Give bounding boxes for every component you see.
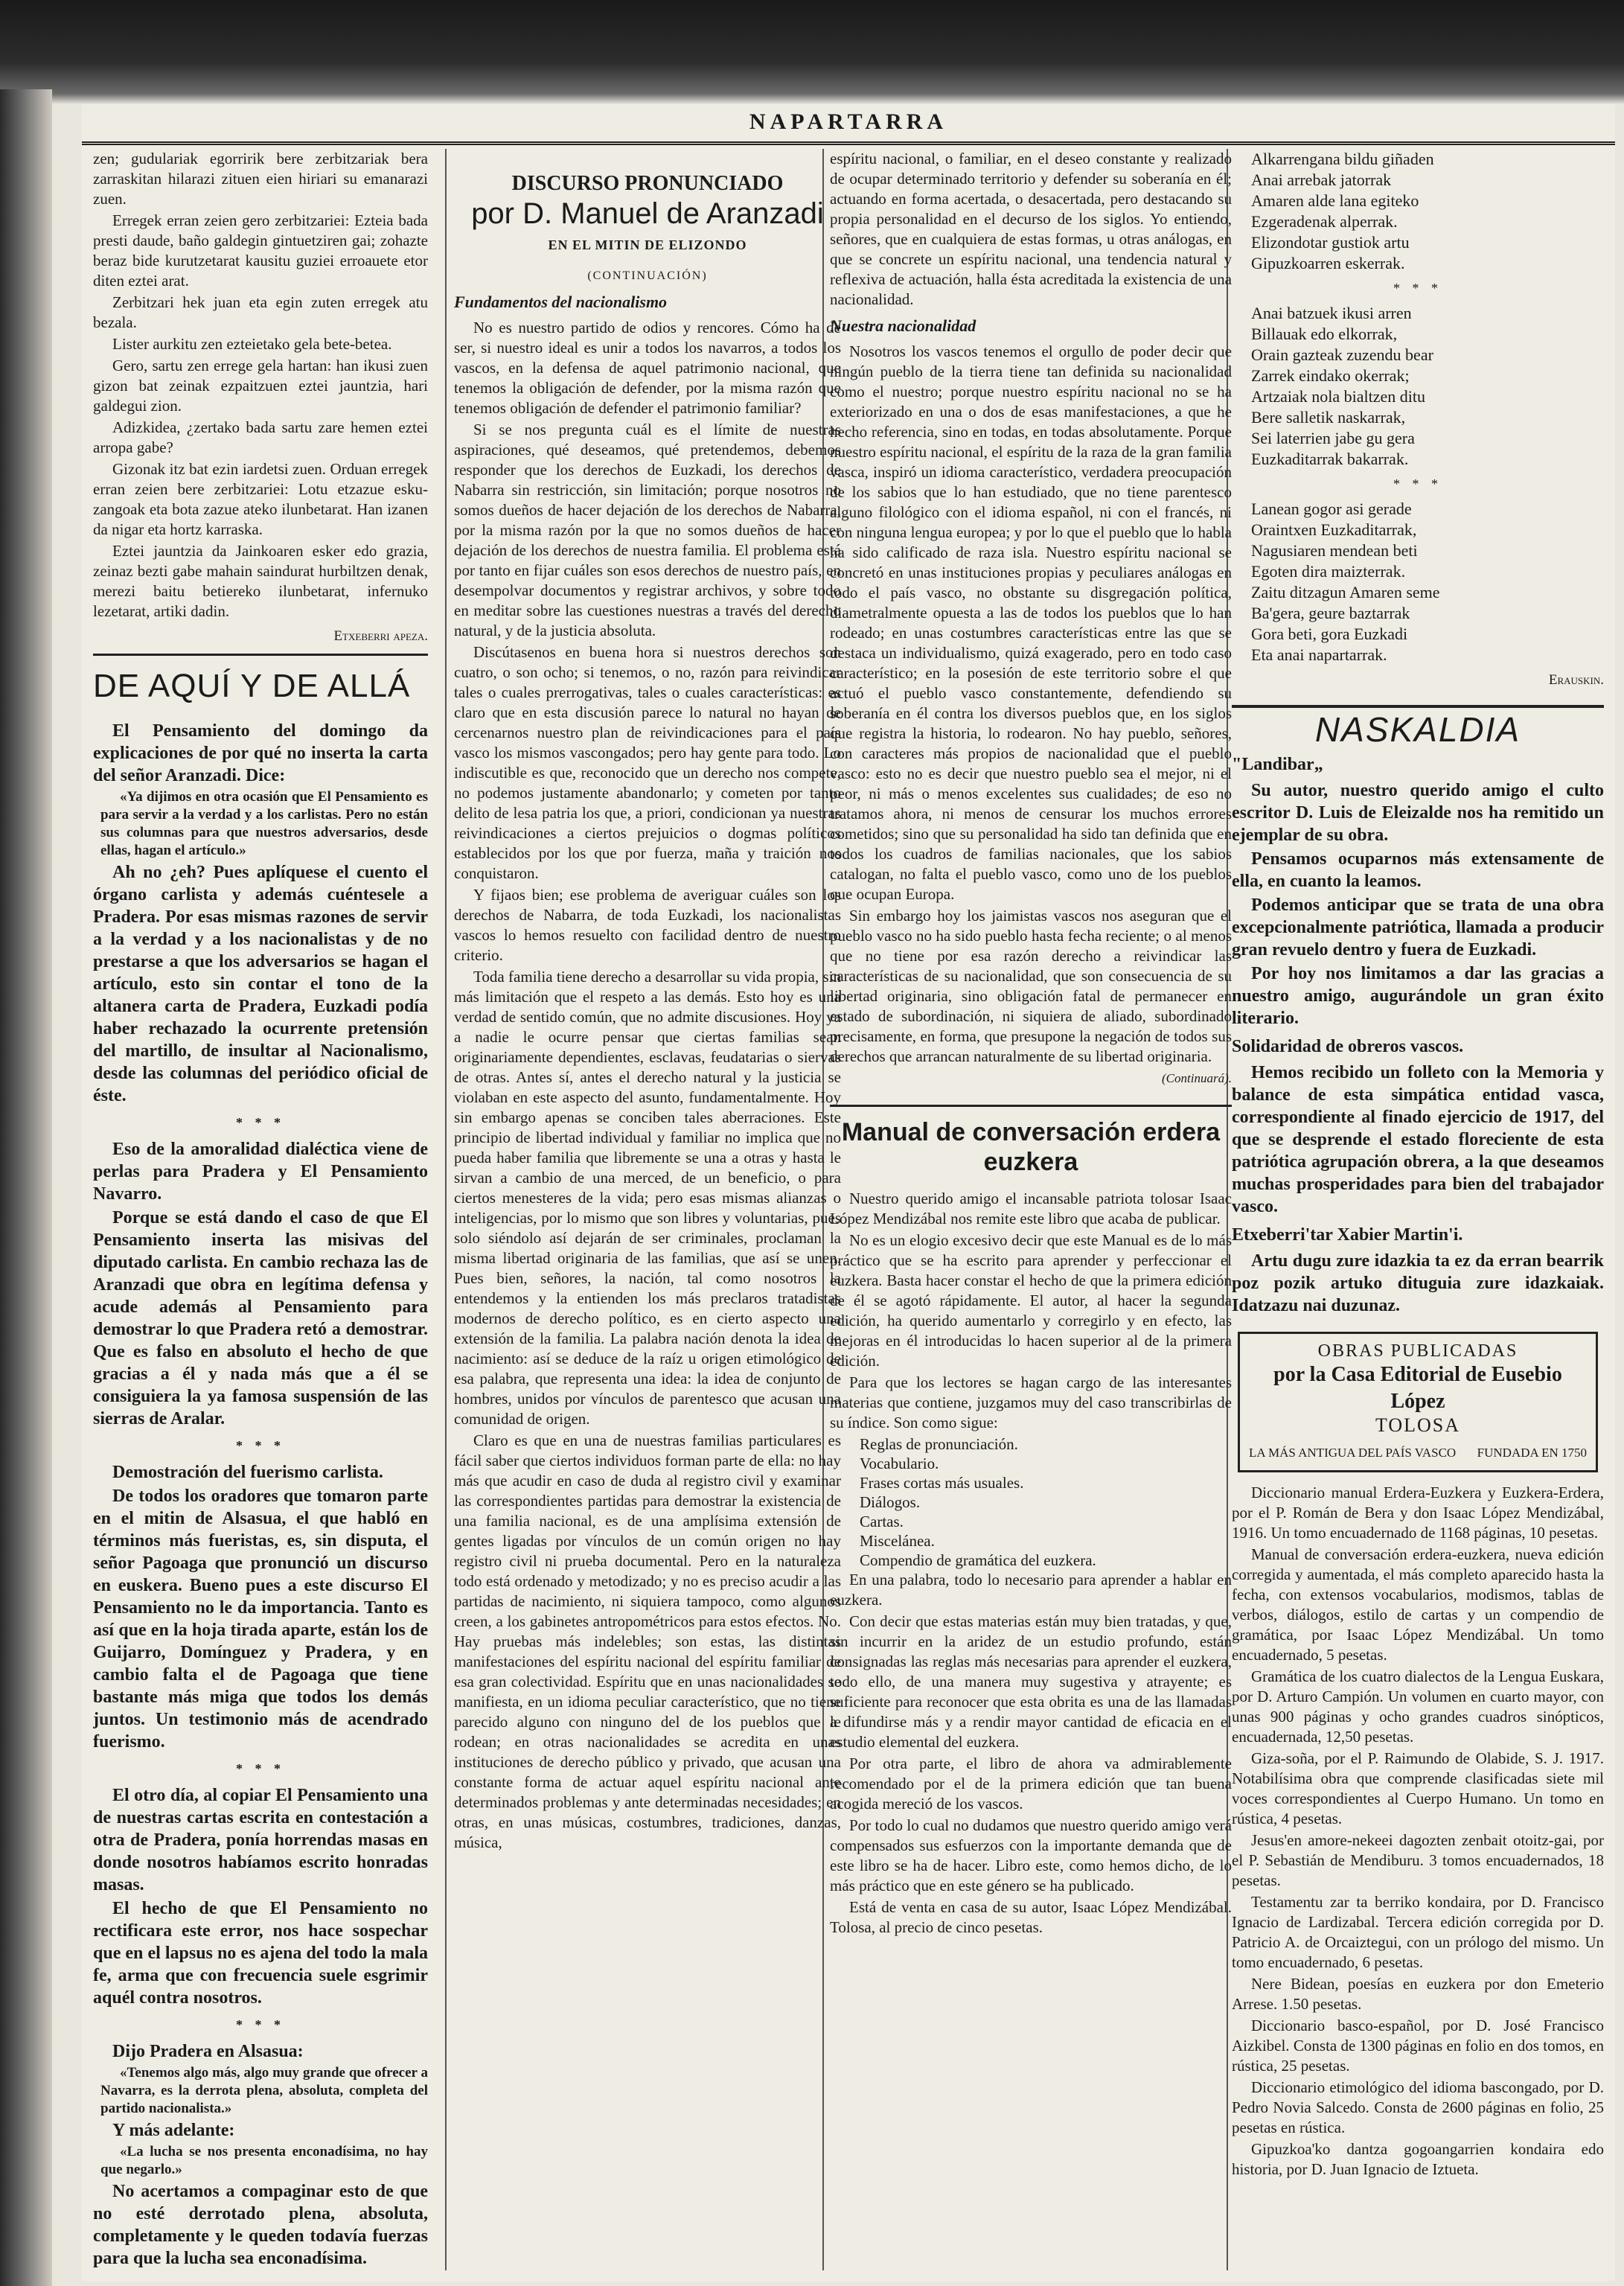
poem-stanza bbox=[1232, 303, 1604, 470]
advert-heading: OBRAS PUBLICADAS bbox=[1317, 1341, 1518, 1361]
paragraph: Zerbitzari hek juan eta egin zuten erregek atu bezala. bbox=[93, 293, 428, 331]
poem-line: Lanean gogor asi gerade bbox=[1251, 499, 1412, 518]
paragraph: Nuestro querido amigo el incansable patriota tolosar Isaac López Mendizábal nos remite este libro que acaba de publicar. bbox=[830, 1190, 1232, 1227]
section-title: DE AQUÍ Y DE ALLÁ bbox=[93, 668, 411, 704]
paragraph: Toda familia tiene derecho a desarrollar su vida propia, sin más limitación que el respeto a las demás. Esto hoy es una verdad de sentido común, que no admite discusiones. Hoy ya a nadie le ocurre pensar que ciertas familias sean originariamente dependientes, esclavas, feudatarias o siervas de otras. Antes sí, antes el derecho natural y la justicia se violaban en este aspecto del asunto, fundamentalmente. Hoy sin embargo apenas se conciben tales aberraciones. Este principio de libertad individual y familiar no implica que no pueda haber familia que libremente se una a otras y hasta le sirvan a cambio de una merced, de un beneficio, o para ciertos menesteres de la vida; pero esas mismas alianzas o inteligencias, por lo mismo que son libres y voluntarias, pues solo siéndolo así dejarán de ser criminales, proclaman la misma libertad originaria de las familias, que así se unen. Pues bien, señores, la nación, tal como nosotros la entendemos y la entienden los más preclaros tratadistas modernos de derecho político, es en cierto aspecto una extensión de la familia. La palabra nación denota la idea de nacimiento: así se deduce de la raíz u origen etimológico de esa palabra, que representa una idea: la idea de conjunto de hombres, unidos por vínculos de parentesco que acusan una comunidad de origen. bbox=[454, 968, 841, 1428]
book-listing: Manual de conversación erdera-euzkera, nueva edición corregida y aumentada, el más completo aparecido hasta la fecha, con extensos vocabularios, modismos, tablas de verbos, diálogos, estilo de cartas y un compendio de gramática, por Isaac López Mendizábal. Un tomo encuadernado, 5 pesetas. bbox=[1232, 1545, 1604, 1664]
paragraph: Por otra parte, el libro de ahora va admirablemente recomendado por el de la primera edición que tan buena acogida mereció de los vascos. bbox=[830, 1755, 1232, 1813]
paragraph: Para que los lectores se hagan cargo de las interesantes materias que contiene, juzgamos muy del caso transcribirlas de su índice. Son como sigue: bbox=[830, 1373, 1232, 1431]
masthead: NAPARTARRA bbox=[82, 104, 1615, 145]
paragraph: Está de venta en casa de su autor, Isaac López Mendizábal. Tolosa, al precio de cinco pesetas. bbox=[830, 1898, 1232, 1936]
paragraph: Su autor, nuestro querido amigo el culto escritor D. Luis de Eleizalde nos ha remitido un ejemplar de su obra. bbox=[1232, 781, 1604, 845]
item-title: Etxeberri'tar Xabier Martin'i. bbox=[1232, 1225, 1463, 1245]
poem-line: Gora beti, gora Euzkadi bbox=[1251, 625, 1408, 643]
poem-line: Orain gazteak zuzendu bear bbox=[1251, 345, 1433, 364]
advert-right-note: FUNDADA EN 1750 bbox=[1477, 1446, 1587, 1460]
book-listing: Nere Bidean, poesías en euzkera por don Emeterio Arrese. 1.50 pesetas. bbox=[1232, 1975, 1604, 2013]
separator-stars: * * * bbox=[236, 1438, 285, 1453]
poem-line: Amaren alde lana egiteko bbox=[1251, 191, 1419, 210]
item-title: Solidaridad de obreros vascos. bbox=[1232, 1037, 1464, 1056]
signature: Erauskin. bbox=[1548, 672, 1604, 688]
paragraph: Ah no ¿eh? Pues aplíquese el cuento el órgano carlista y además cuéntesele a Pradera. Por esas mismas razones de servir a la verdad y a los nacionalistas y de no prestarse a que los adversarios se hagan el artículo, esto sin contar el tono de la altanera carta de Pradera, Euzkadi podía haber rechazado la ocurrente pretensión del martillo, de insultar al Nacionalismo, desde las columnas del periódico oficial de éste. bbox=[93, 863, 428, 1105]
article-headline-name: por D. Manuel de Aranzadi bbox=[471, 197, 824, 230]
list-item: Vocabulario. bbox=[860, 1455, 939, 1472]
paragraph: No es nuestro partido de odios y rencores. Cómo ha de ser, si nuestro ideal es unir a todos los navarros, a todos los vascos, en la defensa de aquel patrimonio nacional, que tenemos la obligación de defender, por la misma razón que tenemos obligación de defender el patrimonio familiar? bbox=[454, 319, 841, 417]
paragraph: Por hoy nos limitamos a dar las gracias a nuestro amigo, augurándole un gran éxito literario. bbox=[1232, 964, 1604, 1028]
separator-stars: * * * bbox=[1393, 476, 1442, 491]
poem-line: Ba'gera, geure baztarrak bbox=[1251, 604, 1410, 622]
list-item: Compendio de gramática del euzkera. bbox=[860, 1551, 1096, 1569]
book-listing: Giza-soña, por el P. Raimundo de Olabide, S. J. 1917. Notabilísima obra que comprende clasificadas siete mil voces correspondientes al Cuerpo Humano. Un tomo en rústica, 4 pesetas. bbox=[1232, 1749, 1604, 1827]
book-listing: Diccionario basco-español, por D. José Francisco Aizkibel. Consta de 1300 páginas en folio en dos tomos, en rústica, 25 pesetas. bbox=[1232, 2017, 1604, 2075]
book-listing: Diccionario etimológico del idioma bascongado, por D. Pedro Novia Salcedo. Consta de 2600 páginas en folio, 25 pesetas en rústica. bbox=[1232, 2078, 1604, 2136]
advert-left-note: LA MÁS ANTIGUA DEL PAÍS VASCO bbox=[1249, 1446, 1457, 1460]
column-4 bbox=[1232, 149, 1604, 2270]
paragraph: Adizkidea, ¿zertako bada sartu zare hemen eztei arropa gabe? bbox=[93, 418, 428, 456]
separator-stars: * * * bbox=[1393, 281, 1442, 296]
paragraph: Eztei jauntzia da Jainkoaren esker edo grazia, zeinaz bezti gabe mahain saindurat hurbiltzen denak, merezi baitu betiereko ilunbetarat, infernuko lezetarat, artiki dadin. bbox=[93, 542, 428, 620]
separator-stars: * * * bbox=[236, 1115, 285, 1130]
paragraph: Claro es que en una de nuestras familias particulares es fácil saber que ciertos individuos forman parte de ella: no hay más que acudir en caso de duda al registro civil y examinar las correspondientes partidas para demostrar la existencia de una familia nacional, es de una amplísima extensión de gentes ligadas por vínculos de un común origen no hay registro civil ni prueba documental. Pero en la naturaleza todo está ordenado y metodizado; y no es preciso acudir a las partidas de nacimiento, ni siquiera tampoco, como algunos creen, a los gabinetes antropométricos para estos efectos. No. Hay pruebas más indelebles; son estas, las distintas manifestaciones del espíritu nacional del espíritu familiar de esa gran colectividad. Espíritu que en unas nacionalidades se manifiesta, en un idioma peculiar característico, que no tiene parecido alguno con ninguno del de los pueblos que le rodean; en otras nacionalidades se acredita en unas instituciones de derecho público y privado, que acusan una constante forma de actuar aquel espíritu nacional ante determinados problemas y ante determinadas necesidades; en otras, en unas músicas, costumbres, tradiciones, danzas, música, bbox=[454, 1431, 841, 1851]
list-item: Reglas de pronunciación. bbox=[860, 1435, 1018, 1453]
paragraph: zen; gudulariak egorririk bere zerbitzariak bera zarraskitan hilarazi zituen eien hiriari su emanarazi zuen. bbox=[93, 150, 428, 208]
article-headline: DISCURSO PRONUNCIADO bbox=[511, 172, 784, 195]
paragraph: Lister aurkitu zen ezteietako gela bete-betea. bbox=[112, 335, 392, 353]
divider bbox=[93, 654, 428, 656]
paragraph: Artu dugu zure idazkia ta ez da erran bearrik poz pozik artuko dituguia zure idazkaiak. Idatzazu nai duzunaz. bbox=[1232, 1251, 1604, 1315]
list-item: Diálogos. bbox=[860, 1493, 921, 1511]
list-item: Miscelánea. bbox=[860, 1532, 935, 1550]
paragraph: No acertamos a compaginar esto de que no esté derrotado plena, absoluta, completamente y le queden todavía fuerzas para que la lucha sea enconadísima. bbox=[93, 2182, 428, 2268]
paragraph: espíritu nacional, o familiar, en el deseo constante y realizado de ocupar determinado territorio y defender su soberanía en él; actuando en forma acertada, o desacertada, pero destacando su propia personalidad en el decurso de los siglos. Yo entiendo, señores, que en cualquiera de estas formas, u otras análogas, en que se concrete un espíritu nacional, una tendencia natural y reflexiva de actuación, halla ésta acreditada la existencia de una nacionalidad. bbox=[830, 150, 1232, 308]
paragraph: El Pensamiento del domingo da explicaciones de por qué no inserta la carta del señor Aranzadi. Dice: bbox=[93, 721, 428, 785]
poem-line: Artzaiak nola bialtzen ditu bbox=[1251, 387, 1425, 406]
poem-line: Oraintxen Euzkaditarrak, bbox=[1251, 520, 1417, 539]
paragraph: Gero, sartu zen errege gela hartan: han ikusi zuen gizon bat zeinak ezpaitzuen eztei jauntzia, hari galdegui zion. bbox=[93, 357, 428, 415]
column-1 bbox=[93, 149, 428, 2270]
paragraph: Si se nos pregunta cuál es el límite de nuestras aspiraciones, qué deseamos, qué pretendemos, debemos responder que los derechos de Euzkadi, los derechos de Nabarra sin restricción, sin limitación; porque nosotros no somos dueños de hacer dejación de los derechos de Nabarra, por la misma razón por la que no somos dueños de hacer dejación de los derechos de nuestra familia. El problema está por tanto en fijar cuáles son esos derechos de nuestro país, en desempolvar documentos y registrar archivos, y sobre todo en meditar sobre las cuestiones nuestras a través del derecho natural, y de la justicia absoluta. bbox=[454, 421, 841, 639]
poem-line: Egoten dira maizterrak. bbox=[1251, 562, 1406, 581]
list-item: Frases cortas más usuales. bbox=[860, 1474, 1024, 1492]
paragraph: Sin embargo hoy los jaimistas vascos nos aseguran que el pueblo vasco no ha sido pueblo hasta fecha reciente; o al menos que no tiene por esa razón derecho a reivindicar las características de su nacionalidad, que son consecuencia de su libertad originaria, sino obligación fatal de permanecer en estado de subordinación, ni siquiera de aliado, subordinado precisamente, en forma, que presupone la negación de todos sus derechos que arrancan naturalmente de su libertad originaria. bbox=[830, 907, 1232, 1065]
contents-list bbox=[830, 1434, 1232, 1570]
poem-line: Elizondotar gustiok artu bbox=[1251, 233, 1410, 252]
poem-line: Sei laterrien jabe gu gera bbox=[1251, 429, 1415, 447]
paragraph: El hecho de que El Pensamiento no rectificara este error, nos hace sospechar que en el lapsus no es ajena del todo la mala fe, arma que con frecuencia suele esgrimir aquél contra nosotros. bbox=[93, 1899, 428, 2008]
book-listing: Jesus'en amore-nekeei dagozten zenbait otoitz-gai, por el P. Sebastián de Mendiburu. 3 tomos encuadernados, 18 pesetas. bbox=[1232, 1831, 1604, 1889]
paragraph: Dijo Pradera en Alsasua: bbox=[112, 2042, 304, 2061]
paragraph: De todos los oradores que tomaron parte en el mitin de Alsasua, el que habló en términos más fueristas, es, sin disputa, el señor Pagoaga que pronunció un discurso en euskera. Bueno pues a este discurso El Pensamiento no le da importancia. Tanto es así que en la hoja tirada aparte, están los de Guijarro, Domínguez y Pradera, y en cambio falta el de Pagoaga que tiene bastante más miga que todos los demás juntos. Un testimonio más de acendrado fuerismo. bbox=[93, 1487, 428, 1752]
quote: «La lucha se nos presenta enconadísima, no hay que negarlo.» bbox=[100, 2144, 428, 2177]
scan-left-edge bbox=[0, 89, 52, 2286]
advert-city: TOLOSA bbox=[1375, 1414, 1461, 1436]
poem-line: Anai arrebak jatorrak bbox=[1251, 170, 1392, 189]
poem-line: Ezgeradenak alperrak. bbox=[1251, 212, 1398, 231]
book-listing: Gipuzkoa'ko dantza gogoangarrien kondaira edo historia, por D. Juan Ignacio de Iztueta. bbox=[1232, 2140, 1604, 2178]
book-listing: Gramática de los cuatro dialectos de la Lengua Euskara, por D. Arturo Campión. Un volumen en cuarto mayor, con unas 900 páginas y ocho grandes cuadros sinópticos, encuadernada, 12,50 pesetas. bbox=[1232, 1667, 1604, 1746]
poem-line: Anai batzuek ikusi arren bbox=[1251, 304, 1412, 322]
article-headline: Manual de conversación erdera euzkera bbox=[830, 1105, 1232, 1177]
column-2 bbox=[454, 149, 841, 2270]
item-title: "Landibar„ bbox=[1232, 755, 1323, 774]
section-subhead: Fundamentos del nacionalismo bbox=[454, 293, 668, 311]
section-subhead: Nuestra nacionalidad bbox=[830, 316, 976, 335]
poem-line: Bere salletik naskarrak, bbox=[1251, 408, 1406, 427]
publisher-advert-box bbox=[1238, 1332, 1598, 1472]
continuation-label: (CONTINUACIÓN) bbox=[587, 269, 708, 282]
book-listing: Testamentu zar ta berriko kondaira, por D. Francisco Ignacio de Lardizabal. Tercera edición corregida por D. Patricio A. de Orcaiztegui, con un prólogo del mismo. Un tomo encuadernado, 6 pesetas. bbox=[1232, 1893, 1604, 1971]
list-item: Cartas. bbox=[860, 1513, 904, 1530]
section-title: NASKALDIA bbox=[1232, 705, 1604, 740]
poem-stanza bbox=[1232, 149, 1604, 274]
paragraph: No es un elogio excesivo decir que este Manual es de lo más práctico que se ha escrito para aprender y perfeccionar el euzkera. Basta hacer constar el hecho de que la primera edición de él se agotó rápidamente. El autor, al hacer la segunda edición, ha querido aumentarlo y corregirlo y en efecto, las mejoras en él introducidas lo hacen superior al de la primera edición. bbox=[830, 1231, 1232, 1370]
separator-stars: * * * bbox=[236, 1761, 285, 1776]
paragraph: En una palabra, todo lo necesario para aprender a hablar en euzkera. bbox=[830, 1571, 1232, 1609]
quote: «Tenemos algo más, algo muy grande que ofrecer a Navarra, es la derrota plena, absoluta, completa del partido nacionalista.» bbox=[100, 2065, 428, 2116]
column-3 bbox=[830, 149, 1232, 2270]
poem-line: Eta anai napartarrak. bbox=[1251, 645, 1387, 664]
paragraph: Gizonak itz bat ezin iardetsi zuen. Orduan erregek erran zeien bere zerbitzariei: Lotu etzazue esku-zangoak eta bota zazue ateko ilunbetarat. Han izanen da nigar eta hortz karraska. bbox=[93, 460, 428, 538]
advert-publisher: por la Casa Editorial de Eusebio López bbox=[1273, 1363, 1562, 1413]
quote: «Ya dijimos en otra ocasión que El Pensamiento es para servir a la verdad y a los carlistas. Pero no están sus columnas para que nuestros adversarios, desde ellas, hagan el artículo.» bbox=[100, 789, 428, 858]
paragraph: Erregek erran zeien gero zerbitzariei: Ezteia bada presti daude, baño galdegin gintuetziren gai; zohazte beraz bide kurutzetarat kausitu guziei erroauete etor diten eztei arat. bbox=[93, 211, 428, 290]
paragraph: Por todo lo cual no dudamos que nuestro querido amigo verá compensados sus esfuerzos con la importante demanda que de este libro se ha de hacer. Libro este, como hemos dicho, de lo más práctico que en este género se ha publicado. bbox=[830, 1816, 1232, 1894]
paragraph: Y más adelante: bbox=[112, 2121, 235, 2140]
column-rule bbox=[445, 149, 447, 2270]
paragraph: Hemos recibido un folleto con la Memoria y balance de esta simpática entidad vasca, correspondiente al finado ejercicio de 1917, del que se desprende el estado floreciente de esta patriótica agrupación obrera, a la que deseamos muchas prosperidades para bien del trabajador vasco. bbox=[1232, 1063, 1604, 1216]
continued-label: (Continuará). bbox=[1162, 1071, 1232, 1085]
book-listing: Diccionario manual Erdera-Euzkera y Euzkera-Erdera, por el P. Román de Bera y don Isaac López Mendizábal, 1916. Un tomo encuadernado de 1168 páginas, 10 pesetas. bbox=[1232, 1484, 1604, 1542]
paragraph: Podemos anticipar que se trata de una obra excepcionalmente patriótica, llamada a producir gran revuelo dentro y fuera de Euzkadi. bbox=[1232, 895, 1604, 960]
paragraph: El otro día, al copiar El Pensamiento una de nuestras cartas escrita en contestación a otra de Pradera, ponía horrendas masas en donde nosotros habíamos escrito honradas masas. bbox=[93, 1786, 428, 1894]
paragraph: Demostración del fuerismo carlista. bbox=[112, 1463, 383, 1482]
scan-top-band bbox=[0, 0, 1624, 104]
signature: Etxeberri apeza. bbox=[333, 628, 428, 644]
poem-stanza bbox=[1232, 499, 1604, 665]
paragraph: Discútasenos en buena hora si nuestros derechos son cuatro, o son ocho; si tenemos, o no, razón para reivindicar tales o cuales prerrogativas, tales o cuales características: es claro que en esta discusión parece lo natural no hayan de cercenarnos nuestro plan de reivindicaciones para el país vasco los mismos vascongados; pero hay gente para todo. Lo indiscutible es que, reconocido que un derecho nos compete, no podemos justamente abandonarlo; y cometen por tanto delito de lesa patria los que, a priori, condicionan ya nuestras reivindicaciones a ciertos prejuicios o dogmas políticos establecidos por los que por fuerza, maña y traición nos conquistaron. bbox=[454, 643, 841, 882]
poem-line: Gipuzkoarren eskerrak. bbox=[1251, 254, 1405, 272]
paragraph: Con decir que estas materias están muy bien tratadas, y que, sin incurrir en la aridez de un estudio profundo, están consignadas las reglas más necesarias para aprender el euzkera, todo ello, de una manera muy sugestiva y atrayente; es suficiente para reconocer que esta obrita es una de las llamadas a difundirse más y a rendir mayor cantidad de eficacia en el estudio elemental del euzkera. bbox=[830, 1612, 1232, 1751]
poem-line: Zaitu ditzagun Amaren seme bbox=[1251, 583, 1440, 601]
poem-line: Billauak edo elkorrak, bbox=[1251, 325, 1398, 343]
paragraph: Pensamos ocuparnos más extensamente de ella, en cuanto la leamos. bbox=[1232, 849, 1604, 891]
poem-line: Zarrek eindako okerrak; bbox=[1251, 366, 1410, 385]
newspaper-page bbox=[82, 104, 1615, 2282]
poem-line: Euzkaditarrak bakarrak. bbox=[1251, 450, 1409, 468]
separator-stars: * * * bbox=[236, 2017, 285, 2032]
paragraph: Nosotros los vascos tenemos el orgullo de poder decir que ningún pueblo de la tierra tiene tan definida su nacionalidad como el nuestro; porque nuestro espíritu nacional no se ha exteriorizado en una o dos de esas manifestaciones, a que he hecho referencia, sino en todas, en todas absolutamente. Porque nuestro espíritu nacional, el espíritu de la raza de la gran familia vasca, inspiró un idioma característico, verdadera preocupación de los sabios que lo han estudiado, que no tiene parentesco alguno filológico con el idioma español, ni con el francés, ni con ninguna lengua europea; y por lo que el pueblo que lo habla ha sido calificado de raza isla. Nuestro espíritu nacional se concretó en unas instituciones propias y peculiares análogas en todo el país vasco, no obstante su disgregación política, diametralmente opuesta a las de todos los pueblos que lo han rodeado; en unas costumbres características entre las que se destaca un individualismo, quizá exagerado, pero en todo caso característico; en la posesión de este territorio sobre el que actuó el pueblo vasco constantemente, defendiendo su soberanía en él contra los diversos pueblos que, en los siglos que registra la historia, lo rodearon. No hay pueblo, señores, con caracteres más propios de nacionalidad que el pueblo vasco: esto no es decir que nuestro pueblo sea el mejor, ni el peor, ni más o menos excelentes sus cualidades; de eso no tratamos ahora, ni menos de censurar los muchos errores cometidos; sino que su personalidad ha sido tan definida que en todos los cuadros de familias nacionales, que los sabios catalogan, no falta el pueblo vasco, como uno de los pueblos que ocupan Europa. bbox=[830, 342, 1232, 903]
paragraph: Eso de la amoralidad dialéctica viene de perlas para Pradera y El Pensamiento Navarro. bbox=[93, 1140, 428, 1204]
article-subheadline: EN EL MITIN DE ELIZONDO bbox=[548, 237, 747, 252]
paragraph: Y fijaos bien; ese problema de averiguar cuáles son los derechos de Nabarra, de toda Euzkadi, los nacionalistas vascos lo hemos resuelto con facilidad dentro de nuestro criterio. bbox=[454, 886, 841, 964]
poem-line: Nagusiaren mendean beti bbox=[1251, 541, 1418, 560]
paragraph: Porque se está dando el caso de que El Pensamiento inserta las misivas del diputado carlista. En cambio rechaza las de Aranzadi que obra en legítima defensa y acude además al Pensamiento para demostrar lo que Pradera retó a demostrar. Que es falso en absoluto el hecho de que gracias a él y nada más que a él se consiguiera la ya famosa suspensión de las sierras de Aralar. bbox=[93, 1208, 428, 1428]
poem-line: Alkarrengana bildu giñaden bbox=[1251, 150, 1434, 168]
